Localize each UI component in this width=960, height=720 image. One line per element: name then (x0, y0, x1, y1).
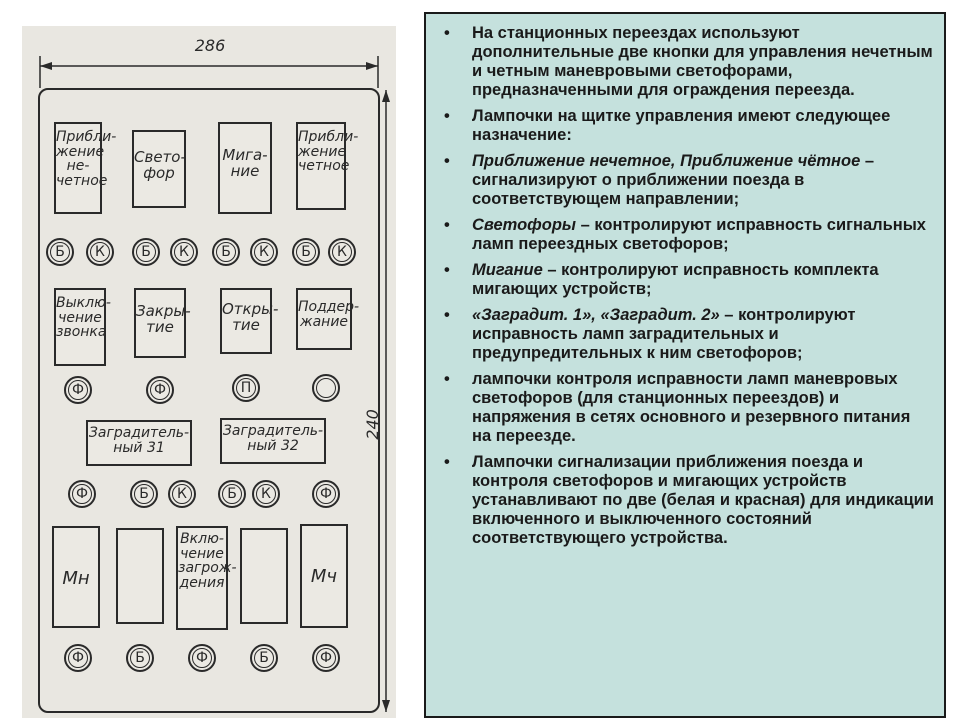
lamp: Ф (312, 644, 340, 672)
indicator-box (134, 288, 191, 358)
indicator-label: Прибли- жение не- четное (56, 129, 117, 190)
term-text: Мигание (472, 261, 543, 279)
indicator-box (116, 528, 164, 624)
indicator-box (54, 288, 111, 366)
lamp: Б (126, 644, 154, 672)
bullet-item (436, 370, 934, 446)
term-text: Светофоры (472, 216, 577, 234)
bullet-list (436, 24, 934, 548)
lamp: Ф (312, 480, 340, 508)
lamp: Б (212, 238, 240, 266)
indicator-label: Мига- ние (222, 146, 268, 180)
body-text: – контролируют исправность ламп заградительных и предупредительных к ним светофоров; (472, 306, 856, 362)
bullet-icon: • (444, 152, 450, 170)
body-text: Лампочки сигнализации приближения поезда и контроля светофоров и мигающих устройств устанавливают по две (белая и красная) для индикации включенного и выключенного состояний соответствующего устройства. (472, 453, 934, 547)
indicator-box (218, 122, 272, 214)
bullet-item (436, 152, 934, 209)
lamp: Ф (64, 644, 92, 672)
indicator-label: Свето- фор (134, 148, 186, 182)
bullet-icon: • (444, 216, 450, 234)
lamp: П (232, 374, 260, 402)
lamp: К (168, 480, 196, 508)
term-text: Приближение нечетное, Приближение чётное (472, 152, 861, 170)
bullet-item (436, 24, 934, 100)
bullet-icon: • (444, 261, 450, 279)
indicator-box (240, 528, 288, 624)
barrier-label: Заградитель- ный 32 (222, 423, 324, 454)
barrier-box (220, 418, 326, 464)
bullet-icon: • (444, 24, 450, 42)
lamp: К (328, 238, 356, 266)
lamp: Б (46, 238, 74, 266)
lamp: К (250, 238, 278, 266)
body-text: – контролируют исправность комплекта мигающих устройств; (472, 261, 879, 298)
bullet-item (436, 216, 934, 254)
indicator-label: Закры- тие (136, 302, 191, 336)
indicator-box (220, 288, 279, 354)
indicator-box (132, 130, 186, 208)
lamp: К (170, 238, 198, 266)
bullet-icon: • (444, 306, 450, 324)
body-text: лампочки контроля исправности ламп маневровых светофоров (для станционных переездов) и напряжения в сетях основного и резервного питания на переезде. (472, 370, 911, 445)
indicator-box (296, 122, 359, 210)
body-text: – сигнализируют о приближении поезда в соответствующем направлении; (472, 152, 875, 208)
indicator-label: Мч (310, 566, 338, 587)
bullet-icon: • (444, 370, 450, 388)
lamp: Б (130, 480, 158, 508)
indicator-label: Выклю- чение звонка (56, 295, 111, 341)
lamp: Ф (188, 644, 216, 672)
bullet-item (436, 306, 934, 363)
indicator-label: Мн (62, 568, 90, 589)
lamp (312, 374, 340, 402)
control-panel-drawing (22, 26, 396, 718)
height-dimension: 240 (362, 409, 382, 440)
lamp: К (86, 238, 114, 266)
lamp: Ф (68, 480, 96, 508)
indicator-box (296, 288, 360, 350)
text-panel (424, 12, 946, 718)
barrier-box (86, 420, 192, 466)
bullet-item (436, 261, 934, 299)
indicator-box (52, 526, 100, 628)
lamp: Б (250, 644, 278, 672)
lamp: Ф (64, 376, 92, 404)
term-text: «Заградит. 1», «Заградит. 2» (472, 306, 720, 324)
indicator-box (54, 122, 117, 214)
lamp: Б (292, 238, 320, 266)
lamp: Б (132, 238, 160, 266)
lamp: Б (218, 480, 246, 508)
width-dimension: 286 (194, 36, 226, 55)
indicator-label: Откры- тие (222, 300, 279, 334)
bullet-icon: • (444, 107, 450, 125)
body-text: – контролируют исправность сигнальных ламп переездных светофоров; (472, 216, 926, 253)
body-text: Лампочки на щитке управления имеют следующее назначение: (472, 107, 891, 144)
indicator-box (176, 526, 237, 630)
indicator-label: Вклю- чение загрож- дения (178, 531, 237, 592)
bullet-item (436, 107, 934, 145)
lamp: Ф (146, 376, 174, 404)
indicator-box (300, 524, 348, 628)
body-text: На станционных переездах используют дополнительные две кнопки для управления нечетным и четным маневровыми светофорами, предназначенными для ограждения переезда. (472, 24, 933, 99)
lamp: К (252, 480, 280, 508)
indicator-label: Прибли- жение четное (298, 129, 359, 175)
bullet-icon: • (444, 453, 450, 471)
indicator-label: Поддер- жание (298, 299, 360, 330)
bullet-item (436, 453, 934, 548)
barrier-label: Заградитель- ный 31 (88, 425, 190, 456)
